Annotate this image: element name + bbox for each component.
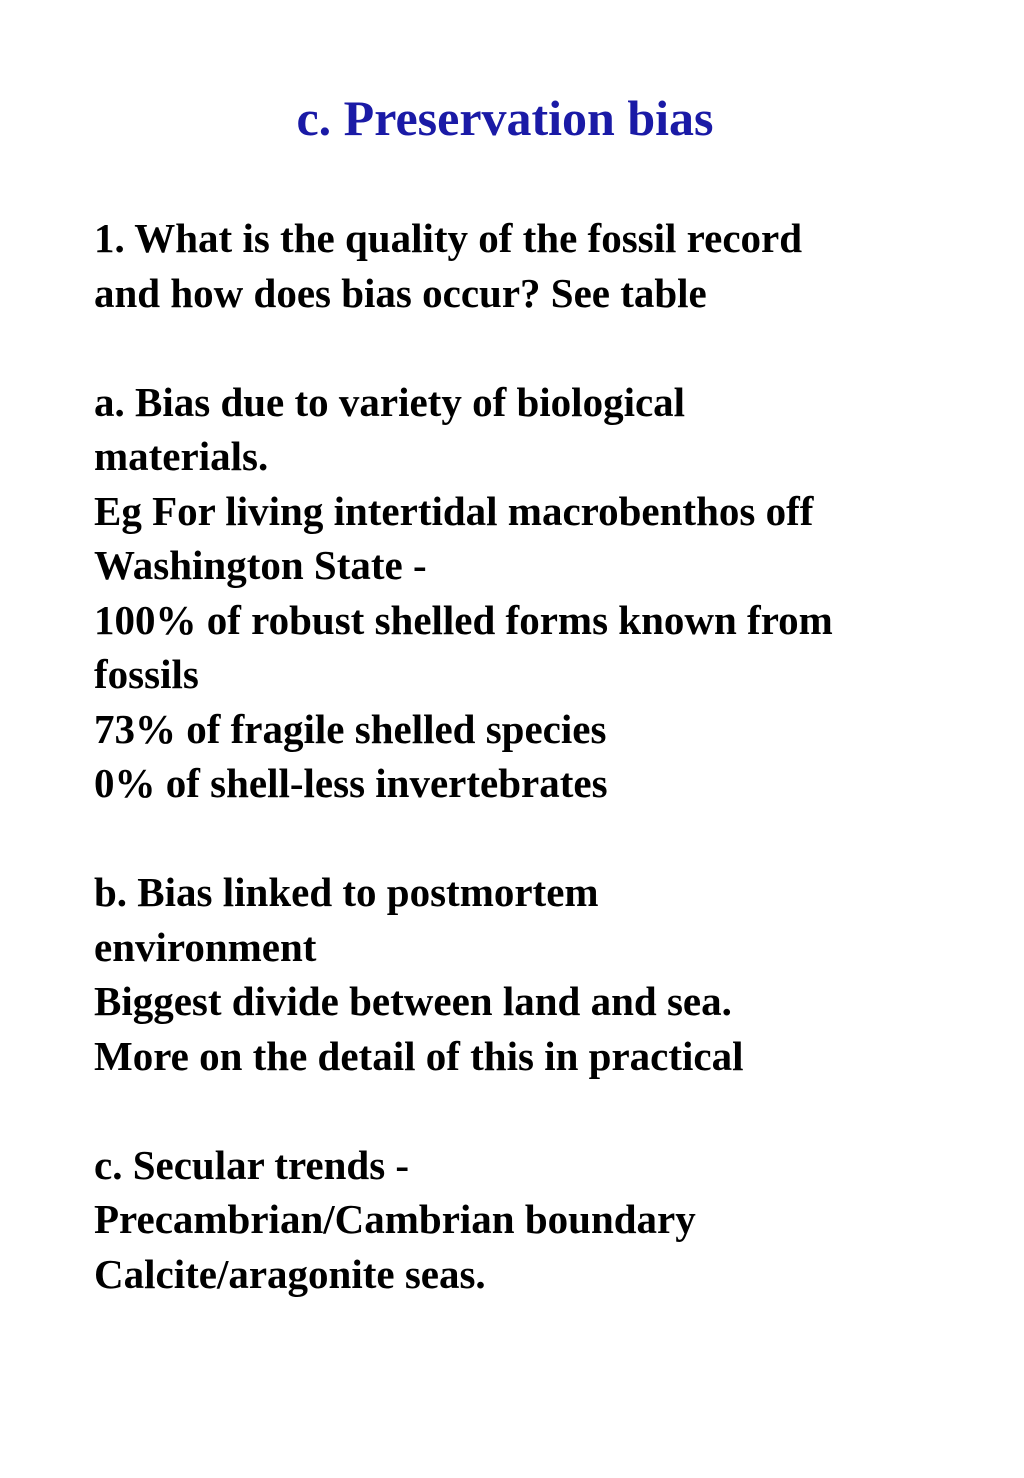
text-line: a. Bias due to variety of biological: [94, 378, 686, 425]
text-line: Calcite/aragonite seas.: [94, 1250, 486, 1297]
paragraph-spacer: [94, 320, 994, 375]
text-line: 1. What is the quality of the fossil record: [94, 215, 803, 261]
text-line: Precambrian/Cambrian boundary: [94, 1196, 696, 1242]
text-line: Biggest divide between land and sea.: [94, 978, 732, 1024]
document-body: [94, 211, 994, 1301]
text-line: b. Bias linked to postmortem: [94, 869, 599, 915]
text-line: 73% of fragile shelled species: [94, 705, 607, 752]
text-line: More on the detail of this in practical: [94, 1032, 744, 1079]
text-line: 0% of shell-less invertebrates: [94, 760, 608, 806]
text-line: and how does bias occur? See table: [94, 269, 707, 316]
paragraph-spacer: [94, 1083, 994, 1138]
section-secular-trends: [94, 1138, 994, 1302]
paragraph-spacer: [94, 811, 994, 866]
section-biological-materials: [94, 375, 994, 811]
text-line: environment: [94, 923, 317, 970]
text-line: fossils: [94, 651, 199, 697]
section-postmortem-environment: [94, 865, 994, 1083]
text-line: 100% of robust shelled forms known from: [94, 596, 833, 643]
text-line: c. Secular trends -: [94, 1141, 410, 1188]
text-line: Washington State -: [94, 542, 427, 588]
text-line: Eg For living intertidal macrobenthos off: [94, 487, 814, 534]
text-line: materials.: [94, 433, 269, 479]
section-quality-question: [94, 211, 994, 320]
page-title: c. Preservation bias: [296, 90, 714, 146]
